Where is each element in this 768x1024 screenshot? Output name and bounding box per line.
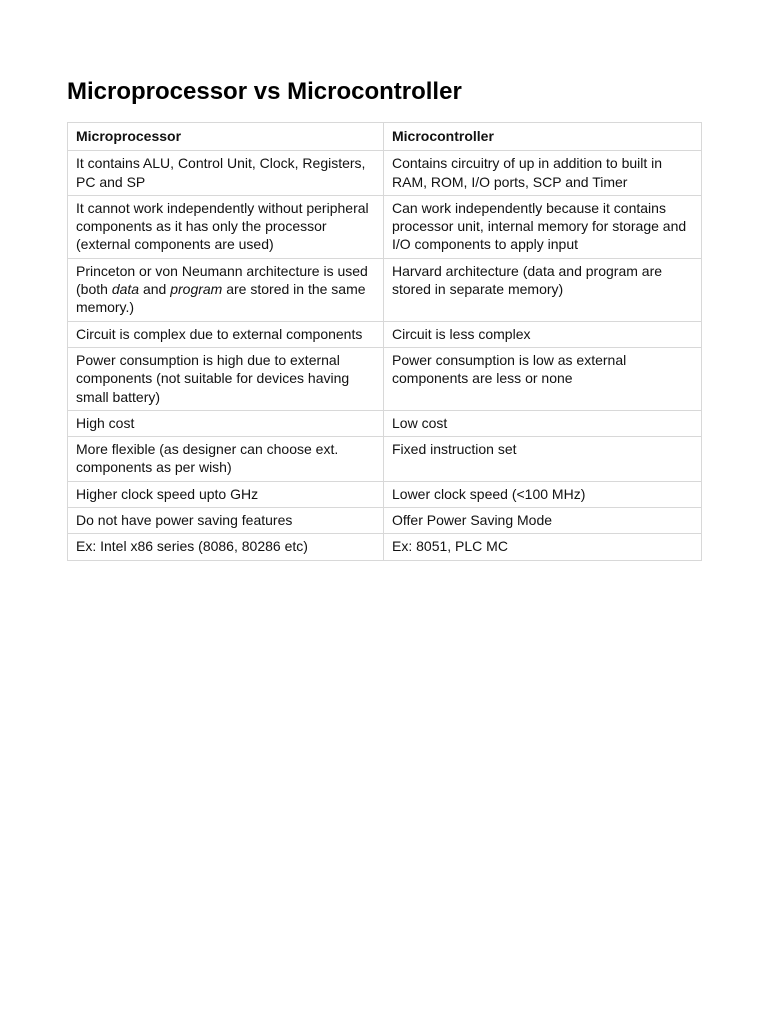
cell-text: Ex: 8051, PLC MC	[392, 538, 508, 555]
microcontroller-cell	[384, 437, 702, 482]
cell-text: Can work independently because it contains processor unit, internal memory for storage and I/O components to apply input	[392, 199, 687, 253]
cell-text: Low cost	[392, 414, 448, 431]
table-row	[68, 151, 702, 196]
table-body	[68, 151, 702, 560]
table-row	[68, 437, 702, 482]
comparison-table	[67, 122, 702, 561]
cell-text: Do not have power saving features	[76, 512, 293, 529]
microcontroller-cell	[384, 151, 702, 196]
cell-text: Harvard architecture (data and program are stored in separate memory)	[392, 262, 663, 298]
cell-text: It cannot work independently without peripheral components as it has only the processor (external components are used)	[76, 199, 369, 253]
microprocessor-cell	[68, 481, 384, 507]
cell-text: It contains ALU, Control Unit, Clock, Registers, PC and SP	[76, 155, 366, 190]
microcontroller-cell	[384, 534, 702, 560]
cell-text: Fixed instruction set	[392, 441, 517, 458]
cell-text: Higher clock speed upto GHz	[76, 485, 259, 502]
microprocessor-cell	[68, 508, 384, 534]
microprocessor-cell	[68, 347, 384, 410]
table-row	[68, 508, 702, 534]
cell-text: Circuit is less complex	[392, 325, 531, 342]
microprocessor-cell	[68, 534, 384, 560]
table-row	[68, 410, 702, 436]
microcontroller-cell	[384, 481, 702, 507]
microcontroller-cell	[384, 258, 702, 321]
cell-text: Lower clock speed (<100 MHz)	[392, 485, 586, 502]
cell-text: Ex: Intel x86 series (8086, 80286 etc)	[76, 538, 308, 555]
microprocessor-cell	[68, 258, 384, 321]
italic-text: program	[170, 281, 223, 298]
cell-text: and	[139, 281, 171, 298]
column-header-microcontroller: Microcontroller	[384, 123, 702, 151]
column-header-microprocessor: Microprocessor	[68, 123, 384, 151]
cell-text: are stored in the same memory.)	[76, 281, 366, 316]
cell-text: More flexible (as designer can choose ext. components as per wish)	[76, 441, 339, 476]
microprocessor-cell	[68, 410, 384, 436]
microprocessor-cell	[68, 195, 384, 258]
microcontroller-cell	[384, 321, 702, 347]
microcontroller-cell	[384, 195, 702, 258]
cell-text: Circuit is complex due to external components	[76, 325, 363, 342]
microcontroller-cell	[384, 410, 702, 436]
microcontroller-cell	[384, 347, 702, 410]
cell-text: Princeton or von Neumann architecture is used (both	[76, 262, 368, 298]
table-row	[68, 347, 702, 410]
microprocessor-cell	[68, 437, 384, 482]
table-header-row	[68, 123, 702, 151]
table-row	[68, 534, 702, 560]
microprocessor-cell	[68, 321, 384, 347]
cell-text: Offer Power Saving Mode	[392, 512, 553, 529]
microprocessor-cell	[68, 151, 384, 196]
cell-text: Power consumption is low as external components are less or none	[392, 351, 627, 387]
table-row	[68, 258, 702, 321]
cell-text: High cost	[76, 414, 135, 431]
italic-text: data	[111, 281, 140, 298]
table-row	[68, 321, 702, 347]
cell-text: Contains circuitry of up in addition to built in RAM, ROM, I/O ports, SCP and Timer	[392, 155, 663, 190]
page-title: Microprocessor vs Microcontroller	[67, 78, 462, 105]
table-row	[68, 195, 702, 258]
table-row	[68, 481, 702, 507]
microcontroller-cell	[384, 508, 702, 534]
cell-text: Power consumption is high due to external components (not suitable for devices having small battery)	[76, 351, 350, 405]
